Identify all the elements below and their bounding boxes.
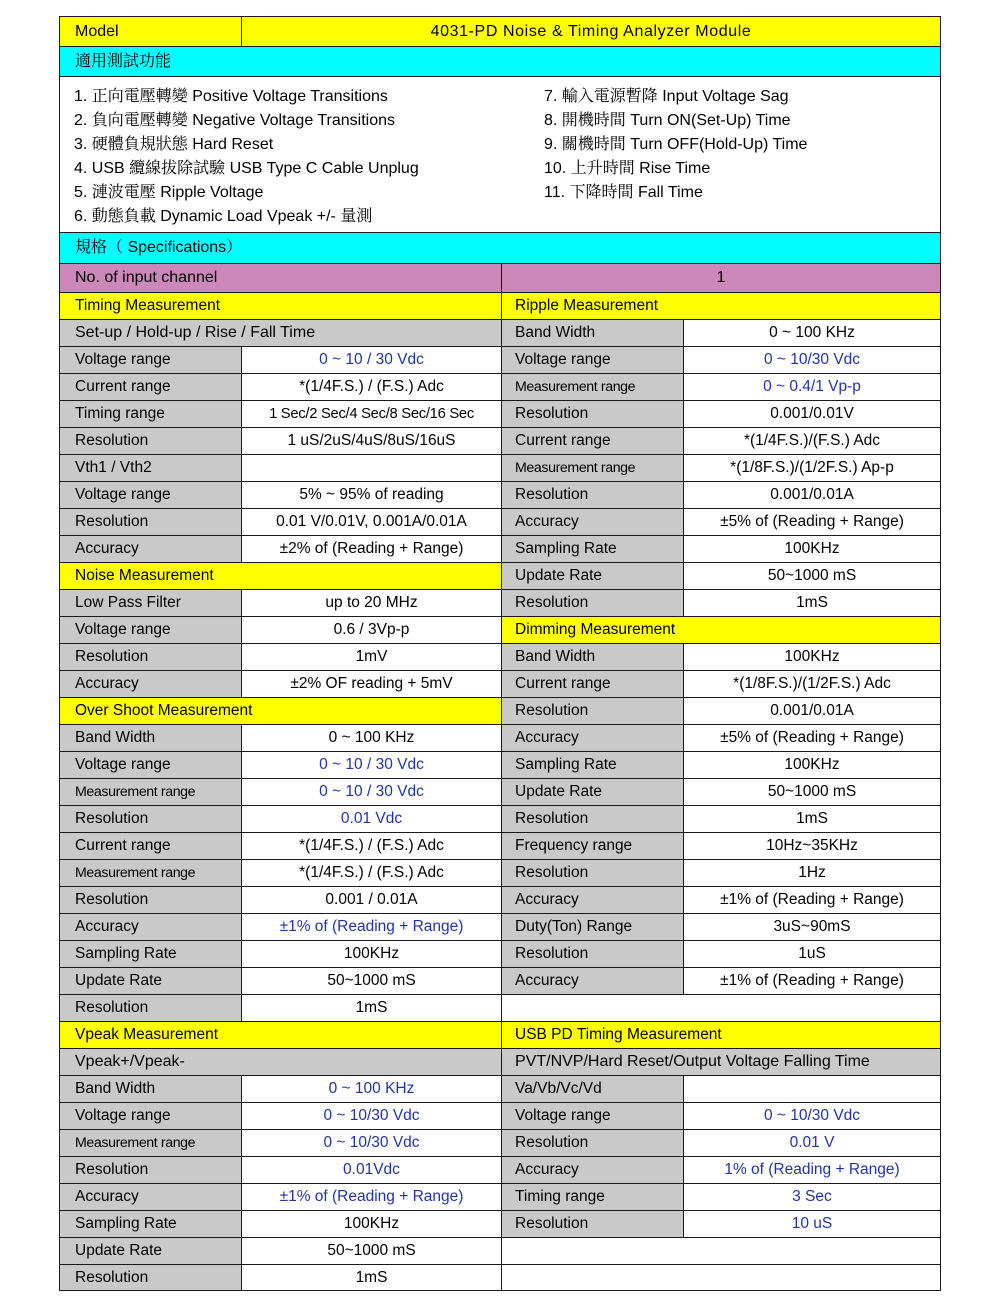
spec-value: ±1% of (Reading + Range) xyxy=(241,1183,501,1210)
spec-value: 0.6 / 3Vp-p xyxy=(241,616,501,643)
spec-label: Timing range xyxy=(59,400,241,427)
spec-label: Voltage range xyxy=(501,1102,683,1129)
spec-value: 0 ~ 100 KHz xyxy=(683,319,941,346)
feature-item: 7. 輸入電源暫降 Input Voltage Sag xyxy=(544,88,789,105)
spec-value: 1mS xyxy=(683,589,941,616)
spec-label: Measurement range xyxy=(501,454,683,481)
spec-value: ±2% OF reading + 5mV xyxy=(241,670,501,697)
spec-label: Resolution xyxy=(501,697,683,724)
group-header: PVT/NVP/Hard Reset/Output Voltage Falling Time xyxy=(501,1048,941,1075)
spec-value: 100KHz xyxy=(241,940,501,967)
spec-row xyxy=(59,1048,941,1075)
spec-row xyxy=(59,1210,941,1237)
spec-value: up to 20 MHz xyxy=(241,589,501,616)
spec-row xyxy=(59,967,941,994)
spec-label: Voltage range xyxy=(501,346,683,373)
section-header: Over Shoot Measurement xyxy=(59,697,501,724)
spec-label: Band Width xyxy=(59,724,241,751)
spec-value: 1mV xyxy=(241,643,501,670)
spec-row xyxy=(59,778,941,805)
spec-row xyxy=(59,913,941,940)
spec-value: 50~1000 mS xyxy=(683,562,941,589)
spec-label: Resolution xyxy=(501,859,683,886)
section-header: Dimming Measurement xyxy=(501,616,941,643)
feature-item: 4. USB 纜線拔除試驗 USB Type C Cable Unplug xyxy=(74,160,419,177)
section-header: Ripple Measurement xyxy=(501,292,941,319)
spec-label: Accuracy xyxy=(501,967,683,994)
model-label: Model xyxy=(59,16,241,46)
channel-label: No. of input channel xyxy=(59,263,501,292)
spec-label: Update Rate xyxy=(501,562,683,589)
spec-label: Resolution xyxy=(59,427,241,454)
spec-label: Vth1 / Vth2 xyxy=(59,454,241,481)
spec-value: 5% ~ 95% of reading xyxy=(241,481,501,508)
spec-row xyxy=(59,1156,941,1183)
spec-value: 3 Sec xyxy=(683,1183,941,1210)
spec-label: Va/Vb/Vc/Vd xyxy=(501,1075,683,1102)
channel-row xyxy=(59,263,941,292)
spec-value: 0.001/0.01A xyxy=(683,481,941,508)
feature-item: 8. 開機時間 Turn ON(Set-Up) Time xyxy=(544,112,791,129)
channel-value: 1 xyxy=(501,263,941,292)
spec-label: Accuracy xyxy=(59,670,241,697)
spec-row xyxy=(59,1264,941,1291)
features-list xyxy=(59,76,941,232)
spec-label: Accuracy xyxy=(59,535,241,562)
features-title-row xyxy=(59,46,941,76)
spec-label: Voltage range xyxy=(59,346,241,373)
spec-value: *(1/4F.S.) / (F.S.) Adc xyxy=(241,859,501,886)
spec-label: Measurement range xyxy=(59,1129,241,1156)
spec-value: 1mS xyxy=(241,994,501,1021)
spec-label: Sampling Rate xyxy=(501,535,683,562)
spec-value xyxy=(241,454,501,481)
model-value: 4031-PD Noise & Timing Analyzer Module xyxy=(241,16,941,46)
spec-value: 0 ~ 10 / 30 Vdc xyxy=(241,751,501,778)
spec-value: 3uS~90mS xyxy=(683,913,941,940)
spec-label: Update Rate xyxy=(501,778,683,805)
spec-value xyxy=(683,1075,941,1102)
empty-cell xyxy=(501,1237,941,1264)
spec-value: 0.01 V/0.01V, 0.001A/0.01A xyxy=(241,508,501,535)
spec-value: ±5% of (Reading + Range) xyxy=(683,724,941,751)
spec-label: Resolution xyxy=(501,1129,683,1156)
spec-row xyxy=(59,670,941,697)
spec-value: 0 ~ 10/30 Vdc xyxy=(241,1102,501,1129)
spec-value: 100KHz xyxy=(683,535,941,562)
feature-item: 1. 正向電壓轉變 Positive Voltage Transitions xyxy=(74,88,388,105)
spec-row xyxy=(59,292,941,319)
spec-value: 1Hz xyxy=(683,859,941,886)
spec-label: Current range xyxy=(501,670,683,697)
spec-label: Low Pass Filter xyxy=(59,589,241,616)
spec-row xyxy=(59,535,941,562)
spec-label: Resolution xyxy=(59,643,241,670)
spec-label: Measurement range xyxy=(59,859,241,886)
model-row xyxy=(59,16,941,46)
spec-label: Current range xyxy=(59,832,241,859)
spec-row xyxy=(59,886,941,913)
spec-value: 0.001 / 0.01A xyxy=(241,886,501,913)
specs-title: 規格（ Specifications） xyxy=(59,232,941,263)
feature-item: 2. 負向電壓轉變 Negative Voltage Transitions xyxy=(74,112,396,129)
spec-row xyxy=(59,454,941,481)
spec-row xyxy=(59,1129,941,1156)
spec-label: Resolution xyxy=(59,994,241,1021)
spec-row xyxy=(59,751,941,778)
spec-label: Accuracy xyxy=(59,1183,241,1210)
spec-sheet xyxy=(59,16,941,1291)
spec-value: 0 ~ 100 KHz xyxy=(241,724,501,751)
spec-label: Accuracy xyxy=(501,1156,683,1183)
spec-label: Resolution xyxy=(59,508,241,535)
spec-row xyxy=(59,346,941,373)
spec-value: 100KHz xyxy=(683,751,941,778)
feature-item: 3. 硬體負規狀態 Hard Reset xyxy=(74,136,274,153)
spec-label: Sampling Rate xyxy=(501,751,683,778)
spec-value: ±1% of (Reading + Range) xyxy=(241,913,501,940)
spec-label: Band Width xyxy=(501,319,683,346)
spec-label: Accuracy xyxy=(501,724,683,751)
spec-row xyxy=(59,1075,941,1102)
spec-label: Voltage range xyxy=(59,481,241,508)
spec-row xyxy=(59,697,941,724)
features-left-column xyxy=(60,77,528,232)
spec-label: Current range xyxy=(59,373,241,400)
spec-row xyxy=(59,616,941,643)
specs-title-row xyxy=(59,232,941,263)
spec-label: Duty(Ton) Range xyxy=(501,913,683,940)
spec-row xyxy=(59,940,941,967)
section-header: Vpeak Measurement xyxy=(59,1021,501,1048)
spec-label: Resolution xyxy=(501,940,683,967)
spec-value: 1mS xyxy=(683,805,941,832)
spec-value: *(1/4F.S.) / (F.S.) Adc xyxy=(241,832,501,859)
spec-label: Accuracy xyxy=(501,508,683,535)
spec-value: 50~1000 mS xyxy=(241,1237,501,1264)
spec-label: Resolution xyxy=(501,481,683,508)
spec-row xyxy=(59,805,941,832)
spec-value: 0.01 Vdc xyxy=(241,805,501,832)
spec-label: Band Width xyxy=(59,1075,241,1102)
spec-row xyxy=(59,373,941,400)
empty-cell xyxy=(501,1264,941,1291)
spec-label: Resolution xyxy=(501,589,683,616)
spec-label: Resolution xyxy=(59,1156,241,1183)
spec-row xyxy=(59,508,941,535)
spec-row xyxy=(59,994,941,1021)
spec-value: 0 ~ 10/30 Vdc xyxy=(241,1129,501,1156)
spec-row xyxy=(59,589,941,616)
empty-cell xyxy=(501,994,941,1021)
spec-value: 1 uS/2uS/4uS/8uS/16uS xyxy=(241,427,501,454)
spec-value: 1 Sec/2 Sec/4 Sec/8 Sec/16 Sec xyxy=(241,400,501,427)
spec-label: Voltage range xyxy=(59,1102,241,1129)
spec-label: Measurement range xyxy=(501,373,683,400)
spec-value: *(1/8F.S.)/(1/2F.S.) Ap-p xyxy=(683,454,941,481)
spec-label: Band Width xyxy=(501,643,683,670)
spec-label: Accuracy xyxy=(501,886,683,913)
spec-label: Accuracy xyxy=(59,913,241,940)
spec-value: ±1% of (Reading + Range) xyxy=(683,886,941,913)
spec-value: *(1/4F.S.) / (F.S.) Adc xyxy=(241,373,501,400)
section-header: Timing Measurement xyxy=(59,292,501,319)
spec-row xyxy=(59,400,941,427)
feature-item: 6. 動態負載 Dynamic Load Vpeak +/- 量測 xyxy=(74,208,373,225)
spec-value: 0 ~ 10 / 30 Vdc xyxy=(241,346,501,373)
spec-label: Timing range xyxy=(501,1183,683,1210)
spec-label: Resolution xyxy=(59,805,241,832)
spec-value: *(1/4F.S.)/(F.S.) Adc xyxy=(683,427,941,454)
spec-value: 0 ~ 0.4/1 Vp-p xyxy=(683,373,941,400)
spec-value: 0.001/0.01V xyxy=(683,400,941,427)
spec-row xyxy=(59,481,941,508)
spec-row xyxy=(59,1183,941,1210)
spec-label: Sampling Rate xyxy=(59,1210,241,1237)
group-header: Vpeak+/Vpeak- xyxy=(59,1048,501,1075)
features-right-column xyxy=(528,77,940,232)
spec-value: 0.001/0.01A xyxy=(683,697,941,724)
spec-value: 50~1000 mS xyxy=(683,778,941,805)
spec-value: 0.01Vdc xyxy=(241,1156,501,1183)
spec-value: 1uS xyxy=(683,940,941,967)
spec-label: Resolution xyxy=(59,886,241,913)
spec-label: Resolution xyxy=(501,400,683,427)
spec-label: Update Rate xyxy=(59,1237,241,1264)
spec-row xyxy=(59,1021,941,1048)
spec-value: 0 ~ 10 / 30 Vdc xyxy=(241,778,501,805)
spec-row xyxy=(59,319,941,346)
spec-label: Update Rate xyxy=(59,967,241,994)
spec-label: Sampling Rate xyxy=(59,940,241,967)
spec-table xyxy=(59,292,941,1291)
spec-value: ±1% of (Reading + Range) xyxy=(683,967,941,994)
spec-row xyxy=(59,1102,941,1129)
spec-value: ±2% of (Reading + Range) xyxy=(241,535,501,562)
spec-row xyxy=(59,724,941,751)
spec-label: Voltage range xyxy=(59,751,241,778)
feature-item: 10. 上升時間 Rise Time xyxy=(544,160,711,177)
spec-label: Current range xyxy=(501,427,683,454)
spec-value: 1% of (Reading + Range) xyxy=(683,1156,941,1183)
features-title: 適用測試功能 xyxy=(59,46,941,76)
spec-value: 50~1000 mS xyxy=(241,967,501,994)
group-header: Set-up / Hold-up / Rise / Fall Time xyxy=(59,319,501,346)
feature-item: 9. 關機時間 Turn OFF(Hold-Up) Time xyxy=(544,136,808,153)
spec-value: 10Hz~35KHz xyxy=(683,832,941,859)
feature-item: 11. 下降時間 Fall Time xyxy=(544,184,703,201)
spec-label: Measurement range xyxy=(59,778,241,805)
spec-row xyxy=(59,832,941,859)
spec-row xyxy=(59,562,941,589)
spec-value: ±5% of (Reading + Range) xyxy=(683,508,941,535)
spec-row xyxy=(59,427,941,454)
section-header: Noise Measurement xyxy=(59,562,501,589)
spec-value: *(1/8F.S.)/(1/2F.S.) Adc xyxy=(683,670,941,697)
spec-value: 1mS xyxy=(241,1264,501,1291)
spec-value: 10 uS xyxy=(683,1210,941,1237)
spec-label: Resolution xyxy=(501,805,683,832)
spec-row xyxy=(59,1237,941,1264)
spec-value: 0 ~ 10/30 Vdc xyxy=(683,1102,941,1129)
spec-value: 0 ~ 10/30 Vdc xyxy=(683,346,941,373)
spec-row xyxy=(59,859,941,886)
spec-label: Frequency range xyxy=(501,832,683,859)
spec-label: Voltage range xyxy=(59,616,241,643)
spec-label: Resolution xyxy=(59,1264,241,1291)
feature-item: 5. 漣波電壓 Ripple Voltage xyxy=(74,184,264,201)
spec-value: 0.01 V xyxy=(683,1129,941,1156)
spec-label: Resolution xyxy=(501,1210,683,1237)
section-header: USB PD Timing Measurement xyxy=(501,1021,941,1048)
spec-value: 100KHz xyxy=(683,643,941,670)
spec-value: 100KHz xyxy=(241,1210,501,1237)
spec-value: 0 ~ 100 KHz xyxy=(241,1075,501,1102)
spec-row xyxy=(59,643,941,670)
